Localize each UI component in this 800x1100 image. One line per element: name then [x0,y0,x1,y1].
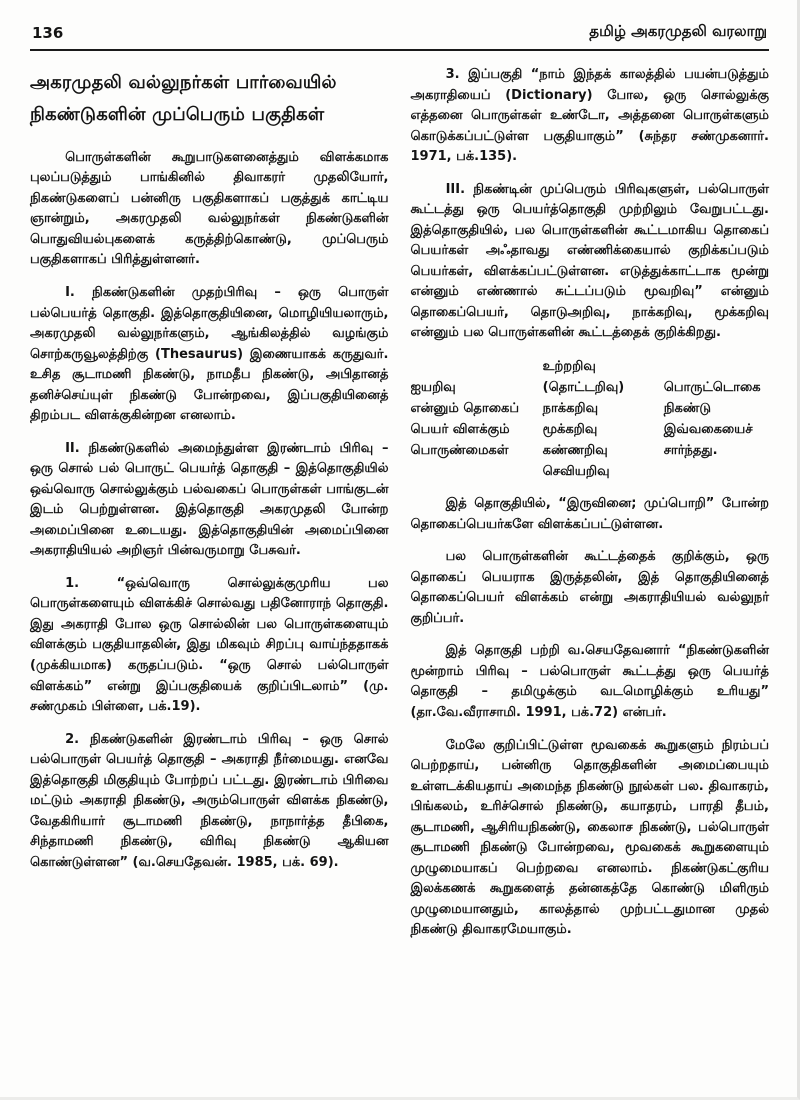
diagram-row: பொருண்மைகள் கண்ணறிவு சார்ந்தது. [410,443,718,459]
section-heading-line2: நிகண்டுகளின் முப்பெரும் பகுதிகள் [30,104,325,126]
running-title: தமிழ் அகரமுதலி வரலாறு [589,22,767,40]
paragraph: I. நிகண்டுகளின் முதற்பிரிவு – ஒரு பொருள் பல்பெயர்த் தொகுதி. இத்தொகுதியினை, மொழியியலாரும், அகரமுதலி வல்லுநர்களும், ஆங்கிலத்தில் வழங்கும் சொற்கருவூலத்திற்கு (Thesaurus) இணையாகக் கருதுவர். உசித சூடாமணி நிகண்டு, நாமதீப நிகண்டு, அபிதானத் தனிச்செய்யுள் நிகண்டு போன்றவை, இப்பகுதியினைத் திறம்பட விளக்குகின்றன எனலாம். [30,284,389,424]
paragraph: 1. “ஒவ்வொரு சொல்லுக்குமுரிய பல பொருள்களையும் விளக்கிச் சொல்வது பதினோராந் தொகுதி. இது அகராதி போல ஒரு சொல்லின் பல பொருள்களையும் விளக்கும் பகுதியாதலின், இது மிகவும் சிறப்பு வாய்ந்ததாகக் (முக்கியமாக) கருதப்படும். “ஒரு சொல் பல்பொருள் விளக்கம்” என்று இப்பகுதியைக் குறிப்பிடலாம்” (மு. சண்முகம் பிள்ளை, பக்.19). [30,575,389,715]
right-column [411,65,770,953]
diagram-row: ஐயறிவு (தொட்டறிவு) பொருட்டொகை [410,379,761,395]
paragraph: 2. நிகண்டுகளின் இரண்டாம் பிரிவு – ஒரு சொல் பல்பொருள் பெயர்த் தொகுதி – அகராதி நீர்மையது. எனவே இத்தொகுதி மிகுதியும் போற்றப் பட்டது. இரண்டாம் பிரிவை மட்டும் அகராதி நிகண்டு, அரும்பொருள் விளக்க நிகண்டு, வேதகிரியார் சூடாமணி நிகண்டு, நாநார்த்த தீபிகை, சிந்தாமணி நிகண்டு, விரிவு நிகண்டு ஆகியன கொண்டுள்ளன” (வ.செயதேவன். 1985, பக். 69). [30,731,389,870]
section-heading [30,67,389,132]
paragraph: III. நிகண்டின் முப்பெரும் பிரிவுகளுள், பல்பொருள் கூட்டத்து ஒரு பெயர்த்தொகுதி முற்றிலும் வேறுபட்டது. இத்தொகுதியில், பல பொருள்களின் கூட்டமாகிய தொகைப் பெயர்கள் அஃதாவது எண்ணிக்கையால் குறிக்கப்படும் பெயர்கள், விளக்கப்பட்டுள்ளன. எடுத்துக்காட்டாக மூன்று என்னும் எண்ணால் சுட்டப்படும் மூவறிவு” என்னும் தொகைப்பெயர், தொடுஅறிவு, நாக்கறிவு, மூக்கறிவு என்னும் பல பொருள்களின் கூட்டத்தைக் குறிக்கிறது. [410,181,769,341]
paragraph: மேலே குறிப்பிட்டுள்ள மூவகைக் கூறுகளும் நிரம்பப் பெற்றதாய், பன்னிரு தொகுதிகளின் அமைப்பையும் உள்ளடக்கியதாய் அமைந்த நிகண்டு நூல்கள் பல. திவாகரம், பிங்கலம், உரிச்சொல் நிகண்டு, கயாதரம், பாரதி தீபம், சூடாமணி, ஆசிரியநிகண்டு, கைலாச நிகண்டு, பல்பொருள் சூடாமணி நிகண்டு போன்றவை, மூவகைக் கூறுகளையும் முழுமையாகப் பெற்றவை எனலாம். நிகண்டுகட்குரிய இலக்கணக் கூறுகளைத் தன்னகத்தே கொண்டு மிளிரும் முழுமையானதும், காலத்தால் முற்பட்டதுமான முதல் நிகண்டு திவாகரமேயாகும். [410,737,769,938]
section-heading-line1: அகரமுதலி வல்லுநர்கள் பார்வையில் [30,72,337,93]
diagram-row: பெயர் விளக்கும் மூக்கறிவு இவ்வகையைச் [410,422,753,438]
paragraph: இத் தொகுதி பற்றி வ.செயதேவனார் “நிகண்டுகளின் மூன்றாம் பிரிவு – பல்பொருள் கூட்டத்து ஒரு பெயர்த் தொகுதி – தமிழுக்கும் வடமொழிக்கும் உரியது” (தா.வே.வீராசாமி. 1991, பக்.72) என்பர். [410,643,769,720]
diagram-footer-row [411,461,770,482]
diagram-top-center: உற்றறிவு [542,358,596,374]
diagram-header-row [411,356,770,377]
two-column-body [30,65,769,953]
diagram-row: என்னும் தொகைப் நாக்கறிவு நிகண்டு [410,401,711,416]
running-header [30,16,769,51]
paragraph: 3. இப்பகுதி “நாம் இந்தக் காலத்தில் பயன்படுத்தும் அகராதியைப் (Dictionary) போல, ஒரு சொல்லுக்கு எத்தனை பொருள்கள் உண்டோ, அத்தனை பொருள்களும் கொடுக்கப்பட்டுள்ள பகுதியாகும்” (சுந்தர சண்முகனார். 1971, பக்.135). [410,67,769,165]
paragraph: பொருள்களின் கூறுபாடுகளனைத்தும் விளக்கமாக புலப்படுத்தும் பாங்கினில் திவாகரர் முதலியோர், நிகண்டுகளைப் பன்னிரு பகுதிகளாகப் பகுத்துக் காட்டிய ஞான்றும், அகரமுதலி வல்லுநர்கள் நிகண்டுகளின் பொதுவியல்புகளைக் கருத்திற்கொண்டு, முப்பெரும் பகுதிகளாகப் பிரித்துள்ளனர். [30,149,389,268]
left-column [30,65,389,953]
paragraph: பல பொருள்களின் கூட்டத்தைக் குறிக்கும், ஒரு தொகைப் பெயராக இருத்தலின், இத் தொகுதியினைத் தொகைப்பெயர் விளக்கம் என்று அகராதியியல் வல்லுநர் குறிப்பர். [410,549,769,626]
page-number: 136 [32,24,64,42]
paragraph: II. நிகண்டுகளில் அமைந்துள்ள இரண்டாம் பிரிவு – ஒரு சொல் பல் பொருட் பெயர்த் தொகுதி – இத்தொகுதியில் ஒவ்வொரு சொல்லுக்கும் பல்வகைப் பொருள்கள் பாங்குடன் இடம் பெற்றுள்ளன. இத்தொகுதி அகரமுதலி போன்ற அமைப்பினை உடையது. இத்தொகுதியின் அமைப்பினை அகராதியியல் அறிஞர் பின்வருமாறு பேசுவர். [30,440,389,559]
diagram-bottom-center: செவியறிவு [542,464,610,480]
paragraph: இத் தொகுதியில், “இருவினை; முப்பொறி” போன்ற தொகைப்பெயர்களே விளக்கப்பட்டுள்ளன. [410,496,769,532]
togai-peyar-diagram [411,356,770,482]
